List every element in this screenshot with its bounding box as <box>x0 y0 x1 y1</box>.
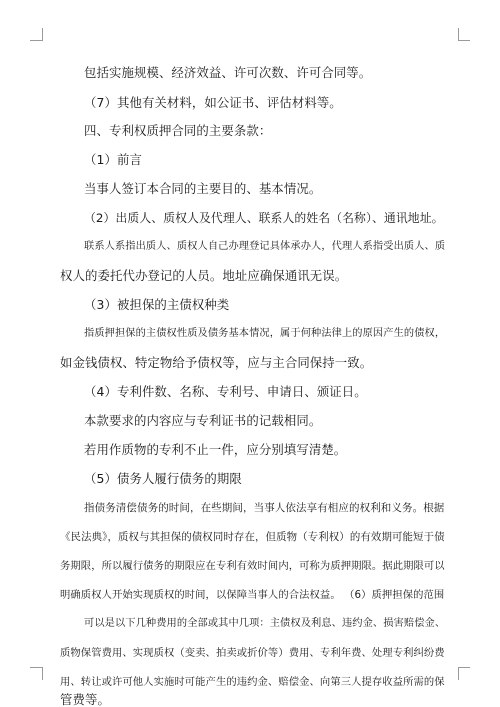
text-line: （5）债务人履行债务的期限 <box>84 471 242 486</box>
crop-mark-bottom-left-v <box>42 667 43 680</box>
text-line: （1）前言 <box>84 152 142 167</box>
text-line: 可以是以下几种费用的全部或其中几项：主债权及利息、违约金、损害赔偿金、 <box>84 618 446 629</box>
text-line: （2）出质人、质权人及代理人、联系人的姓名（名称）、通讯地址。 <box>84 211 444 225</box>
text-line: （4）专利件数、名称、专利号、申请日、颁证日。 <box>84 384 367 399</box>
text-line: 联系人系指出质人、质权人自己办理登记具体承办人，代理人系指受出质人、质 <box>84 241 446 252</box>
text-line: 管费等。 <box>60 692 110 707</box>
crop-mark-bottom-right-v <box>458 667 459 680</box>
text-line: 如金钱债权、特定物给予债权等，应与主合同保持一致。 <box>60 355 373 370</box>
text-line: （3）被担保的主债权种类 <box>84 297 230 312</box>
text-line: 四、专利权质押合同的主要条款： <box>84 123 272 138</box>
crop-mark-top-right-h <box>458 40 470 41</box>
text-line: 明确质权人开始实现质权的时间，以保障当事人的合法权益。 （6）质押担保的范围 <box>60 589 445 601</box>
crop-mark-bottom-right-h <box>458 667 470 668</box>
text-line: 质物保管费用、实现质权（变卖、拍卖或折价等）费用、专利年费、处理专利纠纷费 <box>60 647 445 659</box>
text-line: 《民法典》，质权与其担保的债权同时存在，但质物（专利权）的有效期可能短于债 <box>60 531 445 543</box>
text-line: 若用作质物的专利不止一件，应分别填写清楚。 <box>84 442 347 457</box>
text-line: 本款要求的内容应与专利证书的记载相同。 <box>84 413 322 428</box>
text-line: 用、转让或许可他人实施时可能产生的违约金、赔偿金、向第三人提存收益所需的保 <box>60 676 445 688</box>
crop-mark-bottom-left-h <box>30 667 42 668</box>
crop-mark-top-right-v <box>458 28 459 41</box>
text-line: 务期限，所以履行债务的期限应在专利有效时间内，可称为质押期限。据此期限可以 <box>60 560 445 572</box>
text-line: 指质押担保的主债权性质及债务基本情况，属于何种法律上的原因产生的债权， <box>84 328 446 339</box>
text-line: 当事人签订本合同的主要目的、基本情况。 <box>84 181 322 196</box>
text-line: 权人的委托代办登记的人员。地址应确保通讯无误。 <box>60 268 348 283</box>
text-line: 指债务清偿债务的时间，在些期间，当事人依法享有相应的权利和义务。根据 <box>84 502 445 514</box>
crop-mark-top-left-v <box>42 28 43 41</box>
text-line: 包括实施规模、经济效益、许可次数、许可合同等。 <box>84 65 372 80</box>
crop-mark-top-left-h <box>30 40 42 41</box>
text-line: （7）其他有关材料，如公证书、评估材料等。 <box>84 95 342 110</box>
